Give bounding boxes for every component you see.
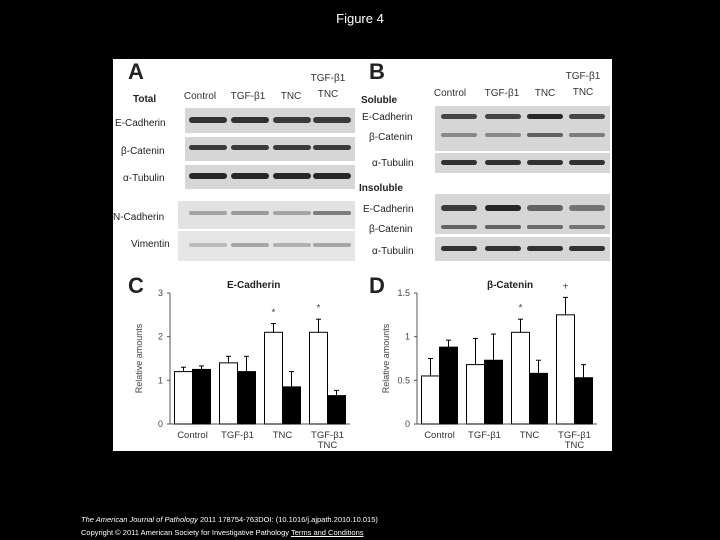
blot-band: [231, 243, 269, 247]
blot-band: [189, 173, 227, 179]
bar: [557, 315, 575, 424]
panel-d-label: D: [369, 273, 385, 298]
chart-d: [375, 281, 610, 451]
blot-band: [441, 225, 477, 229]
blot-band: [485, 133, 521, 137]
bar: [220, 363, 238, 424]
y-axis-label: Relative amounts: [381, 323, 391, 394]
blot-band: [313, 243, 351, 247]
page-title: Figure 4: [336, 11, 384, 26]
bar: [193, 369, 211, 424]
blot-band: [189, 145, 227, 150]
blot-band: [231, 145, 269, 150]
significance-mark: *: [518, 303, 523, 315]
bar: [530, 373, 548, 424]
significance-mark: +: [562, 281, 569, 293]
panel-b-col-control: Control: [433, 88, 467, 99]
panel-a-col-control: Control: [183, 91, 217, 102]
figure-panel: [113, 59, 612, 451]
panel-a-col-tgf-tnc: TGF-β1 TNC: [310, 73, 346, 100]
significance-mark: *: [316, 303, 321, 315]
chart-d-title: β-Catenin: [487, 280, 534, 291]
panel-a-row-ecadherin: E-Cadherin: [115, 118, 166, 129]
bar: [485, 360, 503, 424]
blot-band: [441, 246, 477, 251]
bar: [283, 387, 301, 424]
blot-band: [527, 246, 563, 251]
panel-b-label: B: [369, 59, 385, 84]
blot-band: [273, 117, 311, 123]
blot-band: [189, 211, 227, 215]
y-tick-label: 1: [404, 331, 410, 342]
panel-b-sol-ecadherin: E-Cadherin: [362, 112, 413, 123]
panel-b-insol-bcatenin: β-Catenin: [369, 224, 413, 235]
x-tick-label: TGF-β1: [468, 430, 501, 441]
x-tick-label: TGF-β1: [221, 430, 254, 441]
blot-b-soluble-cadherin-catenin: [435, 106, 610, 151]
caption-citation-text: 2011 178754-763DOI: (10.1016/j.ajpath.2010.10.015): [197, 515, 378, 524]
blot-band: [189, 117, 227, 123]
y-tick-label: 1.5: [397, 288, 410, 298]
panel-b-col-tnc: TNC: [534, 88, 556, 99]
significance-mark: *: [271, 307, 276, 319]
panel-a-row-ncadherin: N-Cadherin: [113, 212, 165, 223]
blot-band: [441, 133, 477, 137]
panel-a-label: A: [128, 59, 144, 84]
panel-a-row-vimentin: Vimentin: [131, 239, 170, 250]
y-tick-label: 0: [157, 419, 163, 429]
caption-journal: The American Journal of Pathology: [81, 515, 198, 524]
blot-band: [313, 145, 351, 150]
blot-band: [231, 117, 269, 123]
y-tick-label: 0.5: [397, 375, 410, 386]
blot-band: [313, 211, 351, 215]
blot-band: [485, 160, 521, 165]
panel-b-col-tgf: TGF-β1: [484, 88, 520, 99]
x-tick-label: TNC: [564, 440, 585, 451]
chart-c-title: E-Cadherin: [227, 280, 281, 291]
panel-b-sol-atubulin: α-Tubulin: [372, 158, 414, 169]
blot-band: [569, 246, 605, 251]
blot-band: [273, 243, 311, 247]
bar: [575, 378, 593, 424]
panel-b-sol-bcatenin: β-Catenin: [369, 132, 413, 143]
blot-band: [441, 160, 477, 165]
caption-citation: [81, 515, 378, 524]
panel-b-insol-atubulin: α-Tubulin: [372, 246, 414, 257]
bar: [265, 332, 283, 424]
blot-band: [485, 114, 521, 119]
x-tick-label: Control: [177, 430, 208, 441]
panel-b-insol-ecadherin: E-Cadherin: [363, 204, 414, 215]
panel-c-label: C: [128, 273, 144, 298]
blot-band: [485, 205, 521, 211]
panel-a-col-tnc: TNC: [280, 91, 302, 102]
blot-band: [527, 160, 563, 165]
caption-copyright-text: Copyright © 2011 American Society for Investigative Pathology: [81, 528, 291, 537]
blot-band: [441, 205, 477, 211]
panel-b-section-soluble: Soluble: [361, 95, 398, 106]
panel-a-row-atubulin: α-Tubulin: [123, 173, 165, 184]
blot-band: [569, 225, 605, 229]
blot-band: [527, 225, 563, 229]
blot-band: [569, 133, 605, 137]
bar: [467, 365, 485, 424]
blot-a-ncadherin: [178, 201, 355, 229]
x-tick-label: TNC: [519, 430, 540, 441]
bar: [512, 332, 530, 424]
y-tick-label: 0: [404, 419, 410, 429]
x-tick-label: TGF-β1: [311, 430, 344, 441]
y-tick-label: 1: [157, 375, 163, 386]
panel-b-section-insoluble: Insoluble: [359, 183, 403, 194]
blot-band: [231, 211, 269, 215]
panel-a-section-total: Total: [133, 94, 157, 105]
chart-c: [128, 281, 363, 451]
x-tick-label: Control: [424, 430, 455, 441]
blot-band: [313, 173, 351, 179]
blot-band: [273, 173, 311, 179]
blot-band: [569, 160, 605, 165]
y-tick-label: 3: [157, 288, 163, 298]
panel-a-col-tgf: TGF-β1: [230, 91, 266, 102]
panel-b-col-tgf-tnc: TGF-β1 TNC: [565, 71, 601, 98]
bar: [175, 372, 193, 424]
blot-band: [569, 114, 605, 119]
bar: [422, 376, 440, 424]
blot-band: [441, 114, 477, 119]
blot-band: [527, 205, 563, 211]
blot-band: [231, 173, 269, 179]
blot-band: [527, 133, 563, 137]
y-tick-label: 2: [157, 331, 163, 342]
caption-copyright: [81, 528, 364, 537]
x-tick-label: TGF-β1: [558, 430, 591, 441]
blot-band: [485, 246, 521, 251]
x-tick-label: TNC: [317, 440, 338, 451]
terms-link[interactable]: Terms and Conditions: [290, 528, 364, 537]
blot-band: [485, 225, 521, 229]
bar: [440, 347, 458, 424]
blot-band: [273, 211, 311, 215]
bar: [310, 332, 328, 424]
bar: [238, 372, 256, 424]
bar: [328, 396, 346, 424]
blot-band: [527, 114, 563, 119]
blot-band: [569, 205, 605, 211]
y-axis-label: Relative amounts: [134, 323, 144, 394]
blot-band: [313, 117, 351, 123]
blot-band: [189, 243, 227, 247]
blot-band: [273, 145, 311, 150]
x-tick-label: TNC: [272, 430, 293, 441]
panel-a-row-bcatenin: β-Catenin: [121, 146, 165, 157]
